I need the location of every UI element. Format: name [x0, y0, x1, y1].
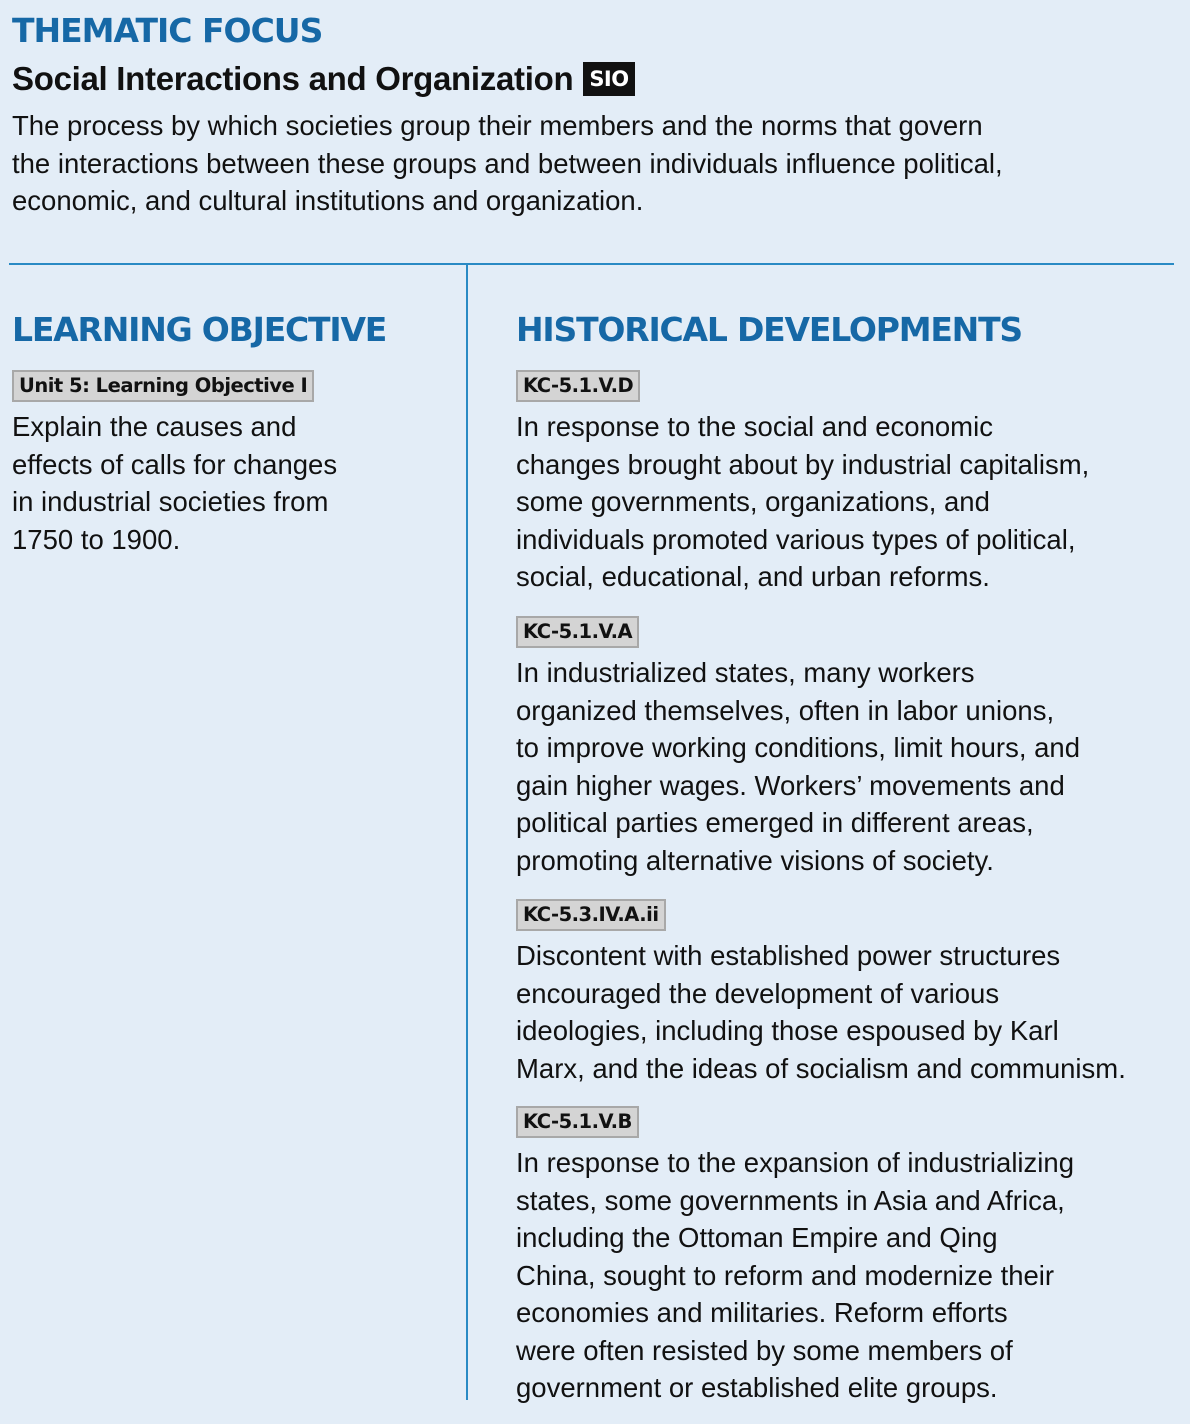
text-line: 1750 to 1900. — [12, 523, 181, 555]
text-line: social, educational, and urban reforms. — [516, 561, 990, 592]
key-concept-tag: KC-5.1.V.B — [516, 1106, 639, 1138]
text-line: in industrial societies from — [12, 486, 329, 517]
learning-objective-block — [12, 370, 452, 558]
key-concept-text — [516, 1144, 1171, 1407]
text-line: Explain the causes and — [12, 411, 297, 442]
theme-description-line: economic, and cultural institutions and organization. — [12, 185, 644, 216]
text-line: Marx, and the ideas of socialism and communism. — [516, 1052, 1126, 1084]
text-line: including the Ottoman Empire and Qing — [516, 1222, 998, 1253]
theme-title: Social Interactions and Organization — [12, 60, 574, 97]
text-line: changes brought about by industrial capitalism, — [516, 448, 1090, 480]
learning-objective-tag: Unit 5: Learning Objective I — [12, 370, 314, 402]
text-line: encouraged the development of various — [516, 977, 1000, 1009]
key-concept-text — [516, 654, 1171, 879]
thematic-focus-heading: THEMATIC FOCUS — [12, 11, 323, 50]
horizontal-divider — [9, 263, 1174, 265]
text-line: government or established elite groups. — [516, 1372, 998, 1403]
text-line: some governments, organizations, and — [516, 486, 990, 517]
thematic-focus-section — [12, 10, 1172, 220]
text-line: economies and militaries. Reform efforts — [516, 1297, 1008, 1328]
text-line: In response to the social and economic — [516, 411, 993, 442]
key-concept-block — [516, 370, 1171, 596]
learning-objective-column — [12, 308, 452, 555]
key-concept-block — [516, 899, 1171, 1087]
text-line: In industrialized states, many workers — [516, 657, 975, 688]
historical-developments-column — [516, 308, 1171, 1403]
key-concept-tag: KC-5.3.IV.A.ii — [516, 899, 666, 931]
key-concept-block — [516, 1106, 1171, 1407]
text-line: states, some governments in Asia and Africa, — [516, 1184, 1065, 1216]
text-line: were often resisted by some members of — [516, 1334, 1013, 1366]
theme-description-line: The process by which societies group their members and the norms that govern — [12, 110, 983, 141]
text-line: to improve working conditions, limit hours, and — [516, 732, 1081, 763]
text-line: promoting alternative visions of society. — [516, 844, 994, 876]
key-concept-text — [516, 937, 1171, 1087]
theme-description — [12, 107, 1172, 220]
text-line: individuals promoted various types of political, — [516, 523, 1076, 555]
text-line: effects of calls for changes — [12, 448, 338, 480]
theme-description-line: the interactions between these groups and between individuals influence political, — [12, 147, 1003, 179]
text-line: gain higher wages. Workers’ movements and — [516, 769, 1065, 801]
text-line: political parties emerged in different areas, — [516, 807, 1034, 838]
text-line: Discontent with established power structures — [516, 940, 1061, 971]
text-line: China, sought to reform and modernize their — [516, 1259, 1055, 1291]
theme-title-row — [12, 58, 1172, 100]
text-line: organized themselves, often in labor unions, — [516, 694, 1055, 726]
key-concept-tag: KC-5.1.V.D — [516, 370, 640, 402]
key-concept-block — [516, 616, 1171, 879]
key-concept-text — [516, 408, 1171, 596]
vertical-divider — [466, 265, 468, 1400]
key-concept-tag: KC-5.1.V.A — [516, 616, 639, 648]
historical-developments-heading: HISTORICAL DEVELOPMENTS — [516, 310, 1022, 349]
learning-objective-heading: LEARNING OBJECTIVE — [12, 310, 387, 349]
text-line: ideologies, including those espoused by Karl — [516, 1015, 1059, 1046]
learning-objective-text — [12, 408, 452, 558]
theme-badge: SIO — [583, 62, 634, 96]
text-line: In response to the expansion of industrializing — [516, 1147, 1074, 1178]
